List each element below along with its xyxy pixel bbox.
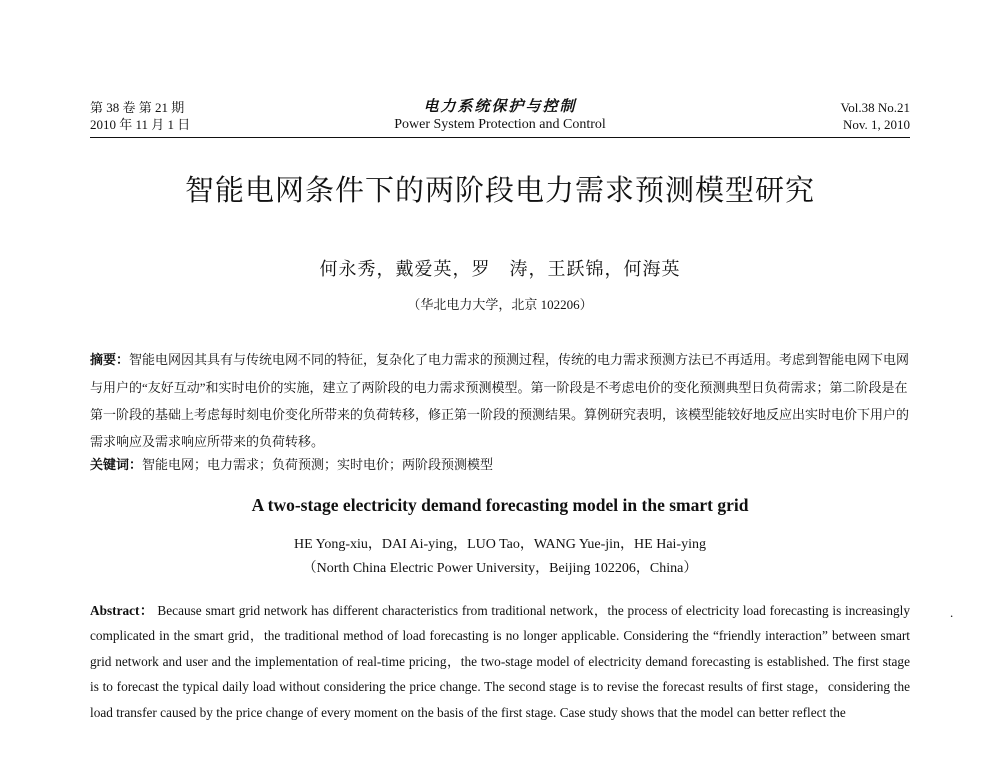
abstract-cn — [90, 346, 912, 455]
header-rule — [90, 137, 910, 138]
authors-en: HE Yong-xiu，DAI Ai-ying，LUO Tao，WANG Yue-jin，HE Hai-ying — [294, 537, 706, 552]
abstract-en — [90, 598, 910, 725]
journal-name-en: Power System Protection and Control — [394, 117, 606, 132]
abstract-en-label: Abstract： — [90, 603, 154, 618]
abstract-en-text: Because smart grid network has different characteristics from traditional network，the process of electricity load forecasting is increasingly complicated in the smart grid，the traditional method of load forecasting is no longer applicable. Considering the “friendly interaction” between smart grid network and user and the implementation of real-time pricing，the two-stage model of electricity demand forecasting is established. The first stage is to forecast the typical daily load without considering the price change. The second stage is to revise the forecast results of first stage，considering the load transfer caused by the price change of every moment on the basis of the first stage. Case study shows that the model can better reflect the — [90, 603, 911, 720]
authors-cn: 何永秀，戴爱英，罗 涛，王跃锦，何海英 — [319, 259, 681, 279]
volume-issue-cn: 第 38 卷 第 21 期 — [90, 100, 185, 115]
journal-header — [90, 99, 910, 139]
affiliation-en: （North China Electric Power University，Beijing 102206，China） — [302, 561, 698, 576]
journal-name-cn: 电力系统保护与控制 — [423, 99, 577, 115]
keywords-cn-label: 关键词： — [90, 458, 143, 473]
affiliation-cn: （华北电力大学，北京 102206） — [407, 297, 593, 312]
header-right — [841, 99, 910, 133]
date-cn: 2010 年 11 月 1 日 — [90, 117, 191, 132]
keywords-cn — [90, 454, 912, 477]
header-center — [90, 99, 910, 133]
paper-title-cn: 智能电网条件下的两阶段电力需求预测模型研究 — [184, 173, 815, 207]
abstract-cn-text: 智能电网因其具有与传统电网不同的特征，复杂化了电力需求的预测过程，传统的电力需求预测方法已不再适用。考虑到智能电网下电网与用户的“友好互动”和实时电价的实施，建立了两阶段的电力需求预测模型。第一阶段是不考虑电价的变化预测典型日负荷需求；第二阶段是在第一阶段的基础上考虑每时刻电价变化所带来的负荷转移，修正第一阶段的预测结果。算例研究表明，该模型能较好地反应出实时电价下用户的需求响应及需求响应所带来的负荷转移。 — [90, 352, 910, 449]
abstract-cn-label: 摘要： — [90, 353, 130, 368]
date-en: Nov. 1, 2010 — [842, 117, 910, 132]
volume-issue-en: Vol.38 No.21 — [840, 100, 910, 115]
paper-title-en: A two-stage electricity demand forecasting model in the smart grid — [251, 495, 749, 515]
keywords-cn-text: 智能电网；电力需求；负荷预测；实时电价；两阶段预测模型 — [142, 457, 494, 472]
margin-mark: . — [950, 605, 954, 620]
